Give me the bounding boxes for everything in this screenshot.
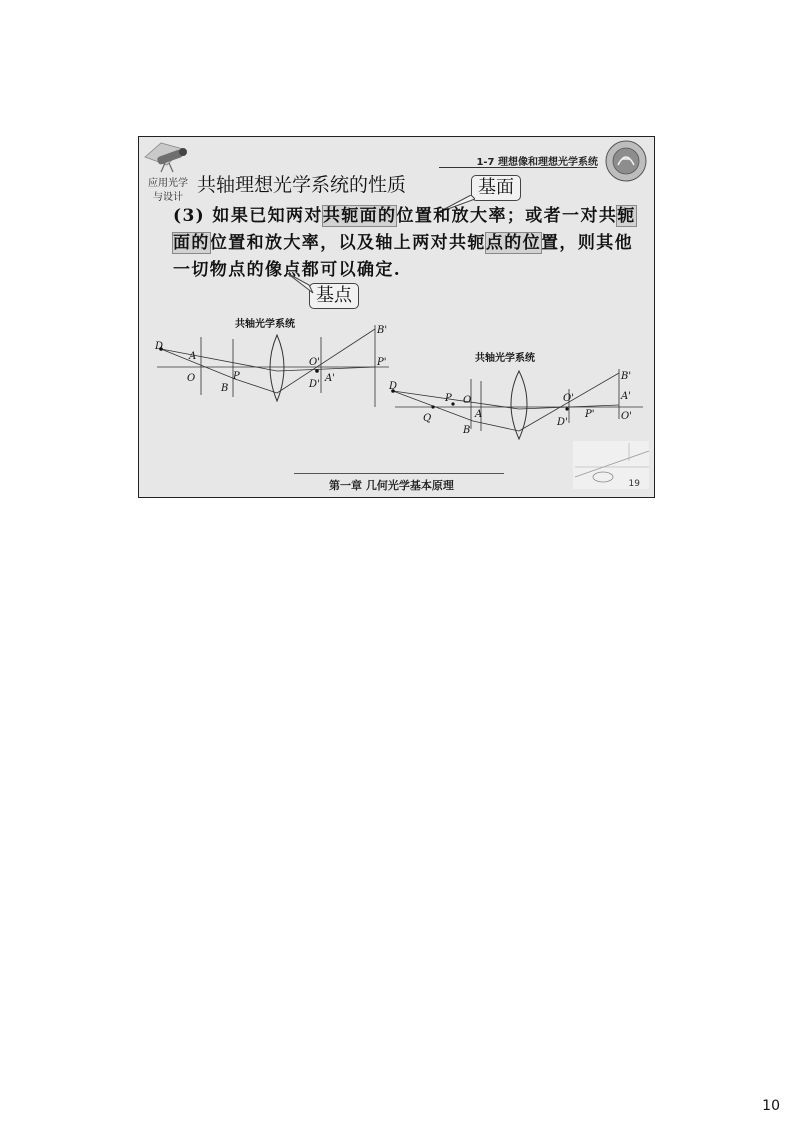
label-A-prime: A' [621,391,631,402]
label-A-prime: A' [325,373,335,384]
slide-title: 共轴理想光学系统的性质 [197,174,407,196]
diagram-left-title: 共轴光学系统 [235,319,295,330]
callout-base-point: 基点 [309,283,359,309]
callout-base-plane: 基面 [471,175,521,201]
label-O-prime: O' [309,357,320,368]
label-B-prime: B' [621,371,632,382]
slide [138,136,655,498]
sidebar-course-label [143,177,193,205]
callout-base-point-pointer [287,273,315,295]
highlight-conjugate-planes: 共轭面的 [322,206,397,226]
highlight-conjugate-points: 点的位 [485,233,542,253]
label-P: P [233,371,240,382]
sidebar-line-1: 应用光学 [148,178,188,189]
section-header: 1-7 理想像和理想光学系统 [476,157,598,168]
body-text-5: 位置和放大率，以及轴上两对共轭 [209,233,486,253]
body-text-3: 位置和放大率；或者一对共 [396,206,618,226]
ray-2 [161,349,235,379]
telescope-logo-icon [143,139,193,173]
sidebar-line-2: 与设计 [153,192,183,203]
footer-chapter-title: 第一章 几何光学基本原理 [329,479,454,492]
label-A: A [475,409,483,420]
header-divider [439,167,597,168]
ray-4 [277,367,375,371]
footer-divider [294,473,504,474]
university-seal-logo [604,139,648,183]
diagram-left [153,323,393,413]
label-P-prime: P' [377,357,387,368]
highlight-conjugate-plane: 轭面的 [173,206,636,253]
ray-2b [473,421,519,431]
label-P-prime: P' [585,409,595,420]
label-O: O [463,395,472,406]
body-text-1: (3) 如果已知两对 [173,206,323,226]
label-D: D [155,341,164,352]
ray-1 [393,391,519,409]
diagram-right [387,361,649,445]
label-B-prime: B' [377,325,388,336]
label-A: A [189,351,197,362]
body-text-7: 置，则其他一切物点的像点都可以确定. [173,233,634,280]
slide-number: 19 [628,479,640,489]
label-O-prime: O' [563,393,574,404]
label-D: D [389,381,398,392]
optics-decoration-icon [569,437,653,493]
ray-1 [161,349,277,371]
label-B: B [463,425,471,436]
document-page-number: 10 [762,1098,780,1114]
label-O: O [187,373,196,384]
lens [511,371,527,439]
label-B: B [221,383,229,394]
label-D-prime: D' [309,379,320,390]
label-D-prime: D' [557,417,568,428]
body-paragraph [173,203,643,284]
diagram-right-title: 共轴光学系统 [475,353,535,364]
label-P: P [445,393,452,404]
label-Q: Q [423,413,432,424]
label-O-prime-right: O' [621,411,632,422]
